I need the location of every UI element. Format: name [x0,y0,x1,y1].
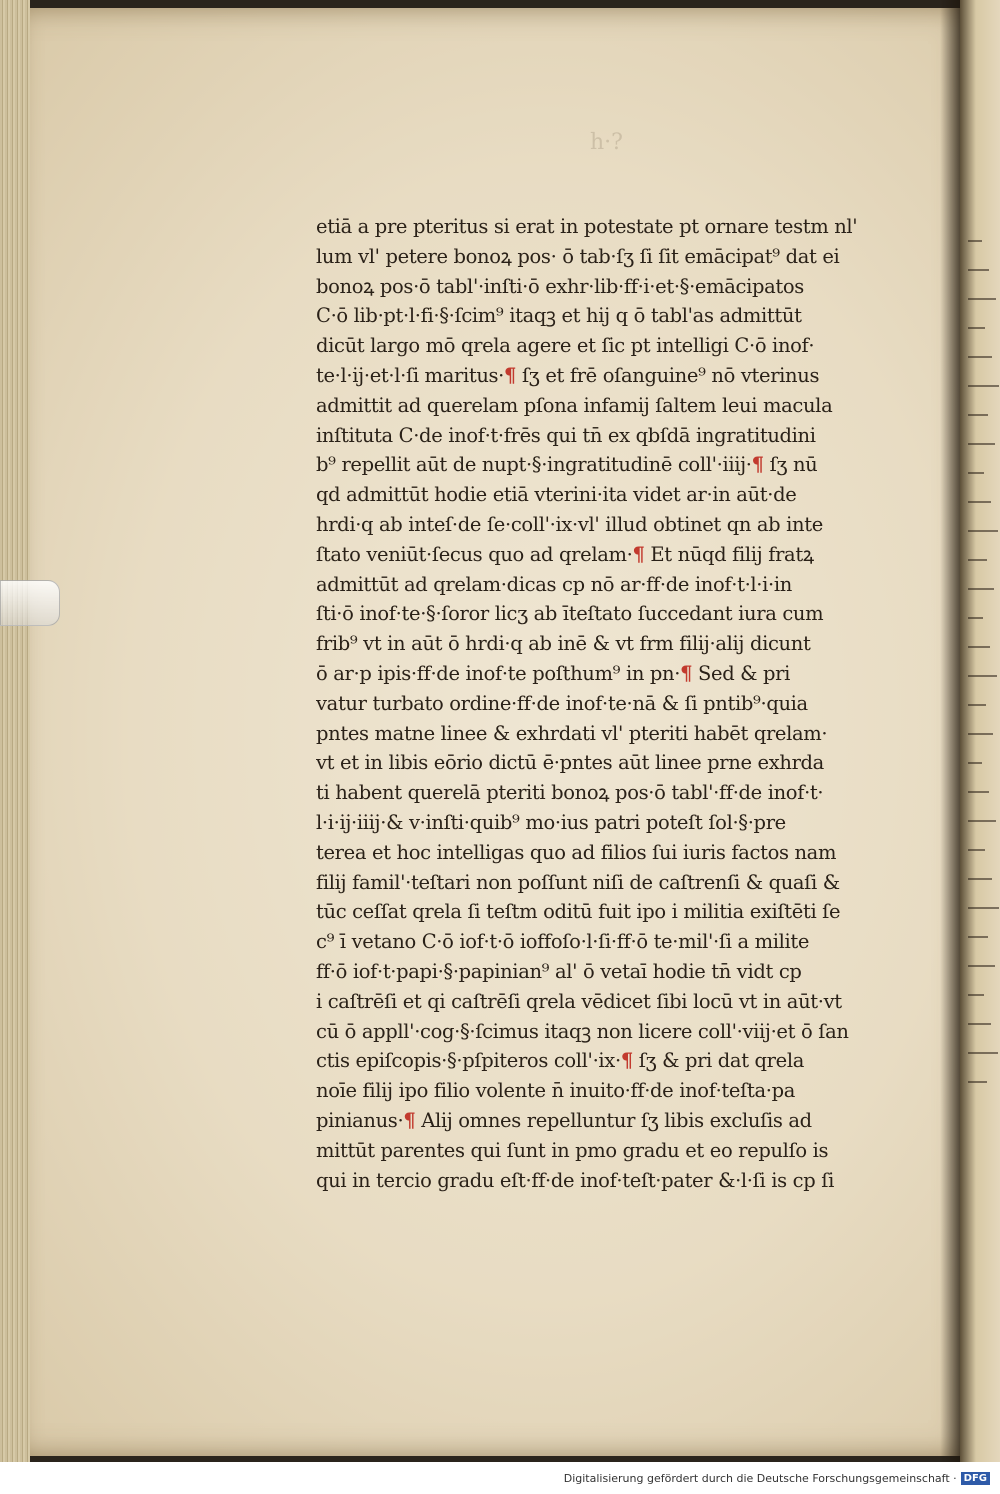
facing-page-text-fragment [968,849,985,851]
text-line: lum vl' petere bonoꝝ pos· ō tab·ſʒ ſi ſit emācipat⁹ dat ei [316,244,840,268]
text-line: ctis epiſcopis·§·pſpiteros coll'·ix·¶ ſʒ & pri dat qrela [316,1049,804,1073]
text-line: filij famil'·teſtari non poſſunt niſi de caſtrenſi & quaſi & [316,870,840,894]
facing-page-text-fragment [968,1023,991,1025]
facing-page-text-fragment [968,240,982,242]
text-line: pntes matne linee & exhrdati vl' pteriti habēt qrelam· [316,721,828,745]
text-line: hrdi·q ab inteſ·de ſe·coll'·ix·vl' illud obtinet qn ab inte [316,512,823,536]
text-line: ti habent querelā pteriti bonoꝝ pos·ō tabl'·ff·de inof·t· [316,781,824,805]
text-line: vt et in libis eōrio dictū ē·pntes aūt linee prne exhrda [316,751,824,775]
text-line: admittūt ad qrelam·dicas cp nō ar·ff·de inof·t·l·i·in [316,572,792,596]
text-line: ff·ō iof·t·papi·§·papinian⁹ al' ō vetaī hodie tn̄ vidt cp [316,959,802,983]
text-line: b⁹ repellit aūt de nupt·§·ingratitudinē coll'·iiij·¶ ſʒ nū [316,453,818,477]
text-line: c⁹ ī vetano C·ō iof·t·ō ioffoſo·l·ſi·ff·ō te·mil'·ſi a milite [316,930,810,954]
bookmark-clip [0,580,60,626]
facing-page-text-fragment [968,298,996,300]
text-line: mittūt parentes qui ſunt in pmo gradu et eo repulſo is [316,1138,829,1162]
facing-page-text-fragment [968,762,982,764]
rubric-mark: ¶ [403,1108,416,1132]
facing-page-text-fragment [968,472,984,474]
text-line: dicūt largo mō qrela agere et ſic pt intelligi C·ō inof· [316,334,815,358]
text-line: pinianus·¶ Alij omnes repelluntur ſʒ libis excluſis ad [316,1108,812,1132]
dfg-logo: DFG [961,1472,990,1485]
text-line: terea et hoc intelligas quo ad filios ſui iuris factos nam [316,840,837,864]
text-line: qui in tercio gradu eſt·ff·de inof·teſt·pater &·l·ſi is cp ſi [316,1168,834,1192]
text-line: ō ar·p ipis·ff·de inof·te poſthum⁹ in pn·¶ Sed & pri [316,661,791,685]
facing-page-text-fragment [968,994,984,996]
text-line: vatur turbato ordine·ff·de inof·te·nā & ſi pntib⁹·quia [316,691,808,715]
facing-page-text-fragment [968,733,993,735]
text-line: te·l·ij·et·l·ſi maritus·¶ ſʒ et frē oſanguine⁹ nō vterinus [316,363,820,387]
facing-page-text-fragment [968,936,988,938]
facing-page-text-fragment [968,501,991,503]
facing-page-text-fragment [968,646,990,648]
facing-page-text-fragment [968,530,998,532]
facing-page-text-fragment [968,675,997,677]
footer-bar [0,1462,1000,1494]
text-line: etiā a pre pteritus si erat in potestate pt ornare testm nl' [316,215,858,238]
facing-page-text-fragment [968,356,992,358]
text-line: noīe filij ipo filio volente n̄ inuito·ff·de inof·teſta·pa [316,1079,795,1103]
facing-page-edge [960,0,1000,1462]
facing-page-text-fragment [968,791,989,793]
facing-page-text-fragment [968,820,996,822]
rubric-mark: ¶ [680,661,693,685]
text-line: l·i·ij·iiij·& v·inſti·quib⁹ mo·ius patri poteſt ſol·§·pre [316,810,786,834]
rubric-mark: ¶ [751,453,764,477]
rubric-mark: ¶ [504,363,517,387]
faint-show-through-mark: h·? [590,130,623,155]
rubric-mark: ¶ [632,542,645,566]
facing-page-text-fragment [968,443,995,445]
facing-page-text-fragment [968,1081,987,1083]
text-line: tūc ceſſat qrela ſi teſtm oditū fuit ipo i militia exiſtēti ſe [316,900,841,924]
facing-page-text-fragment [968,414,988,416]
text-line: admittit ad querelam pſona infamij ſaltem leui macula [316,393,833,417]
footer-credit: Digitalisierung gefördert durch die Deutsche Forschungsgemeinschaft · [563,1471,957,1485]
text-line: i caſtrēſi et qi caſtrēſi qrela vēdicet ſibi locū vt in aūt·vt [316,989,842,1013]
facing-page-text-fragment [968,704,986,706]
page-edges [0,0,30,1462]
text-line: frib⁹ vt in aūt ō hrdi·q ab inē & vt frm filij·alij dicunt [316,632,811,656]
facing-page-text-fragment [968,559,987,561]
rubric-mark: ¶ [620,1049,633,1073]
text-line: inſtituta C·de inof·t·frēs qui tn̄ ex qbſdā ingratitudini [316,423,816,447]
facing-page-text-fragment [968,327,985,329]
facing-page-text-fragment [968,385,999,387]
text-column [316,212,908,1195]
text-line: ſti·ō inof·te·§·ſoror licʒ ab īteſtato ſuccedant iura cum [316,602,824,626]
facing-page-text-fragment [968,588,994,590]
facing-page-text-fragment [968,907,999,909]
facing-page-text-fragment [968,269,989,271]
facing-page-text-fragment [968,617,983,619]
facing-page-text-fragment [968,878,992,880]
facing-page-text-fragment [968,1052,998,1054]
text-line: qd admittūt hodie etiā vterini·ita videt ar·in aūt·de [316,483,797,507]
text-line: bonoꝝ pos·ō tabl'·inſti·ō exhr·lib·ff·i·et·§·emācipatos [316,274,804,298]
text-line: ſtato veniūt·ſecus quo ad qrelam·¶ Et nūqd filij fratꝝ [316,542,814,566]
facing-page-text-fragment [968,965,995,967]
text-line: C·ō lib·pt·l·fi·§·ſcim⁹ itaqꝫ et hij q ō tabl'as admittūt [316,304,802,328]
text-line: cū ō appll'·cog·§·ſcimus itaqꝫ non licere coll'·viij·et ō ſan [316,1019,849,1043]
